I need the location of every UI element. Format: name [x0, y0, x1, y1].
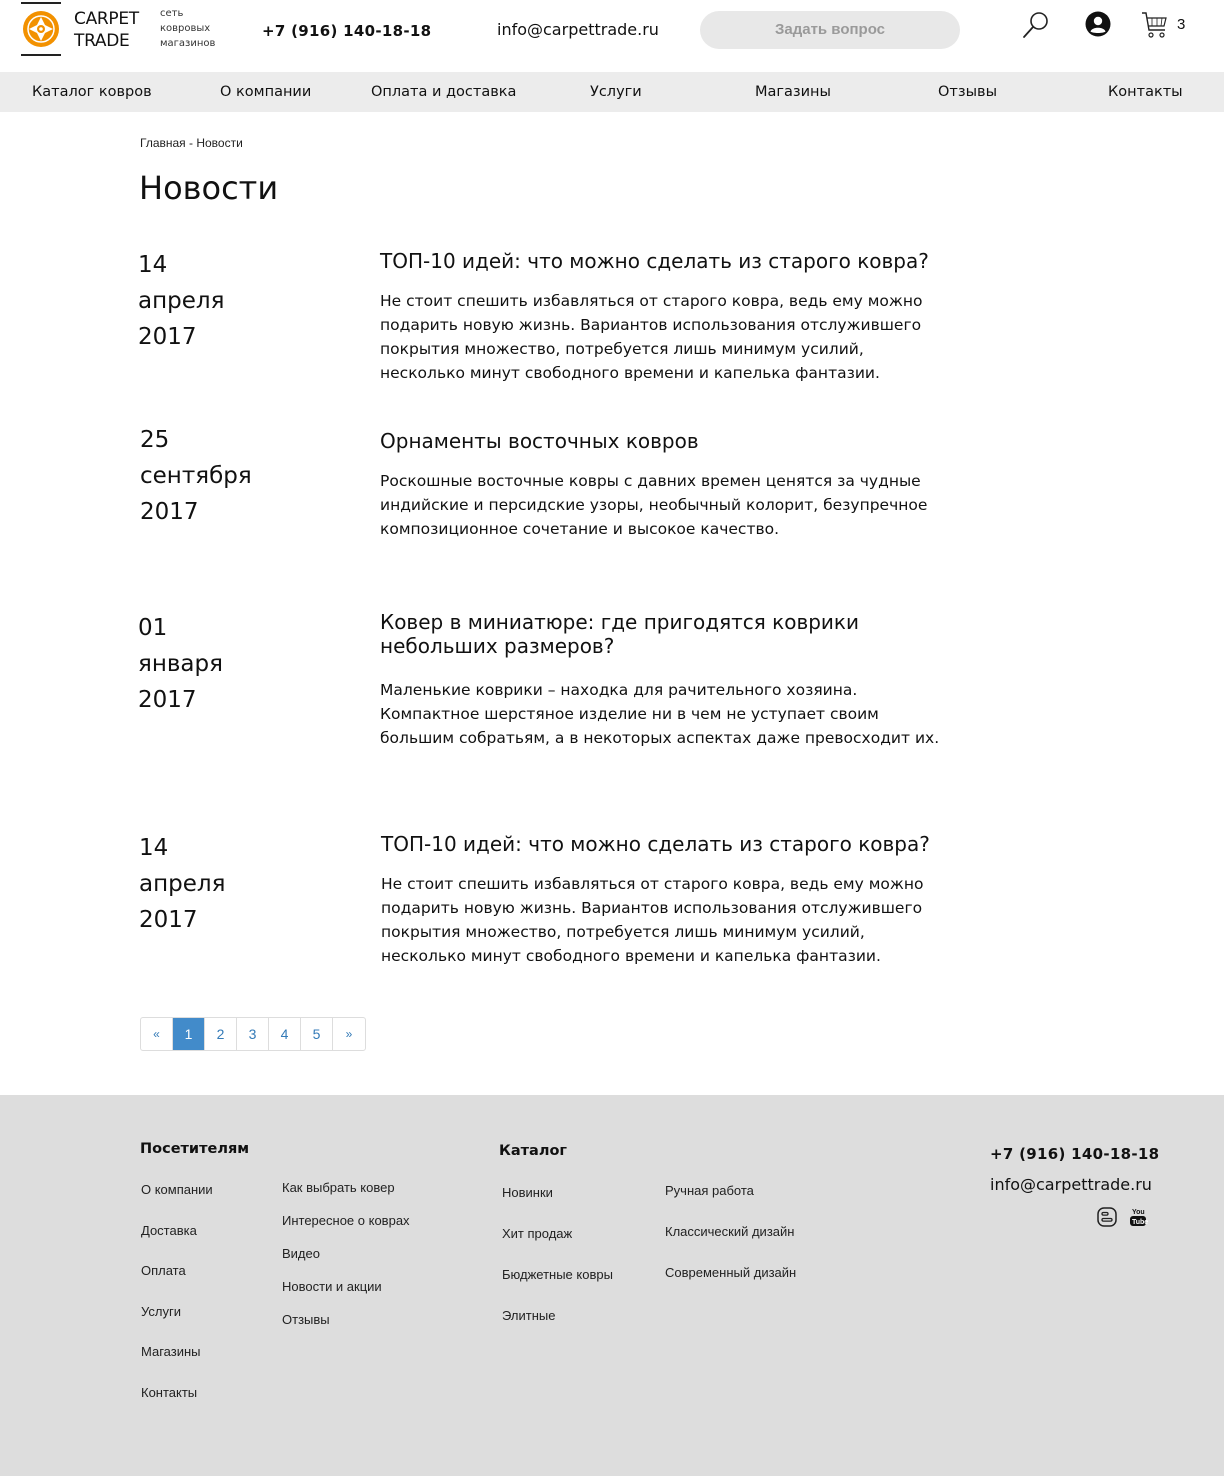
footer-link-budget[interactable]: Бюджетные ковры: [502, 1267, 613, 1282]
news-date: [138, 247, 224, 355]
page-4[interactable]: 4: [269, 1018, 301, 1050]
news-year: 2017: [140, 499, 199, 525]
tagline-line: магазинов: [160, 38, 216, 49]
news-month: сентября: [140, 463, 252, 489]
news-text: Маленькие коврики – находка для рачительного хозяина. Компактное шерстяное изделие ни в чем не уступает своим большим собратьям, а в некоторых аспектах даже превосходит их.: [380, 681, 940, 747]
site-header: [0, 0, 1224, 72]
main-nav: [0, 72, 1224, 112]
news-date: [140, 422, 252, 530]
logo-tagline: [160, 6, 215, 51]
blogger-icon[interactable]: [1096, 1206, 1118, 1228]
news-date: [139, 830, 225, 938]
footer-link-services[interactable]: Услуги: [141, 1304, 181, 1319]
header-email[interactable]: info@carpettrade.ru: [497, 20, 659, 39]
nav-item-catalog[interactable]: Каталог ковров: [32, 84, 152, 100]
footer-link-delivery[interactable]: Доставка: [141, 1223, 197, 1238]
logo-line2: TRADE: [74, 31, 130, 51]
nav-item-reviews[interactable]: Отзывы: [938, 84, 998, 100]
cart-count: 3: [1177, 16, 1186, 33]
news-date: [138, 610, 223, 718]
nav-item-about[interactable]: О компании: [220, 84, 312, 100]
page-prev[interactable]: «: [141, 1018, 173, 1050]
page-1[interactable]: 1: [173, 1018, 205, 1050]
news-text: Не стоит спешить избавляться от старого ковра, ведь ему можно подарить новую жизнь. Вариантов использования отслужившего покрытия множество, потребуется лишь минимум усилий, несколько минут свободного времени и капелька фантазии.: [381, 875, 924, 965]
tagline-line: ковровых: [160, 23, 211, 34]
logo[interactable]: [21, 2, 61, 56]
footer-link-interesting[interactable]: Интересное о коврах: [282, 1213, 410, 1228]
breadcrumb[interactable]: Главная - Новости: [140, 136, 243, 150]
tagline-line: сеть: [160, 8, 184, 19]
pagination: [140, 1017, 366, 1051]
news-text: Роскошные восточные ковры с давних времен ценятся за чудные индийские и персидские узоры, необычный колорит, безупречное композиционное сочетание и высокое качество.: [380, 472, 928, 538]
news-year: 2017: [138, 687, 197, 713]
news-title[interactable]: Орнаменты восточных ковров: [380, 429, 699, 453]
logo-line1: CARPET: [74, 9, 139, 29]
footer-link-classic[interactable]: Классический дизайн: [665, 1224, 795, 1239]
footer-visitors-heading: Посетителям: [140, 1141, 250, 1157]
news-title[interactable]: Ковер в миниатюре: где пригодятся коврики небольших размеров?: [380, 610, 860, 658]
news-title[interactable]: ТОП-10 идей: что можно сделать из старого ковра?: [381, 832, 930, 856]
footer-link-reviews[interactable]: Отзывы: [282, 1312, 330, 1327]
nav-item-services[interactable]: Услуги: [590, 84, 642, 100]
footer-catalog-heading: Каталог: [499, 1143, 567, 1159]
footer-link-contacts[interactable]: Контакты: [141, 1385, 198, 1400]
news-day: 14: [138, 252, 168, 278]
user-icon[interactable]: [1085, 11, 1111, 37]
ask-question-button[interactable]: Задать вопрос: [700, 11, 960, 49]
news-year: 2017: [138, 324, 197, 350]
footer-link-modern[interactable]: Современный дизайн: [665, 1265, 797, 1280]
svg-text:You: You: [1132, 1209, 1145, 1216]
nav-item-payment-delivery[interactable]: Оплата и доставка: [371, 84, 517, 100]
nav-item-stores[interactable]: Магазины: [755, 84, 831, 100]
header-phone[interactable]: +7 (916) 140-18-18: [262, 22, 432, 40]
svg-text:Tube: Tube: [1132, 1219, 1149, 1226]
page-2[interactable]: 2: [205, 1018, 237, 1050]
footer-link-elite[interactable]: Элитные: [502, 1308, 556, 1323]
footer-phone[interactable]: +7 (916) 140-18-18: [990, 1145, 1160, 1163]
footer-link-how-to-choose[interactable]: Как выбрать ковер: [282, 1180, 395, 1195]
footer-link-payment[interactable]: Оплата: [141, 1263, 186, 1278]
carpet-logo-icon: [22, 10, 60, 48]
page-5[interactable]: 5: [301, 1018, 333, 1050]
news-day: 25: [140, 427, 170, 453]
footer-link-about[interactable]: О компании: [141, 1182, 213, 1197]
footer-link-news[interactable]: Новости и акции: [282, 1279, 382, 1294]
news-title[interactable]: ТОП-10 идей: что можно сделать из старого ковра?: [380, 249, 929, 273]
cart-icon[interactable]: [1141, 10, 1169, 40]
news-year: 2017: [139, 907, 198, 933]
nav-item-contacts[interactable]: Контакты: [1108, 84, 1183, 100]
footer-link-new[interactable]: Новинки: [502, 1185, 553, 1200]
footer-email[interactable]: info@carpettrade.ru: [990, 1175, 1152, 1194]
news-month: апреля: [139, 871, 226, 897]
footer-link-bestsellers[interactable]: Хит продаж: [502, 1226, 573, 1241]
youtube-icon[interactable]: [1127, 1206, 1149, 1228]
search-icon[interactable]: [1021, 10, 1051, 40]
footer-link-handmade[interactable]: Ручная работа: [665, 1183, 754, 1198]
page-3[interactable]: 3: [237, 1018, 269, 1050]
news-month: января: [138, 651, 223, 677]
page-title: Новости: [139, 169, 279, 207]
news-month: апреля: [138, 288, 225, 314]
news-day: 14: [139, 835, 169, 861]
footer-link-stores[interactable]: Магазины: [141, 1344, 201, 1359]
page-next[interactable]: »: [345, 1027, 353, 1041]
news-text: Не стоит спешить избавляться от старого ковра, ведь ему можно подарить новую жизнь. Вариантов использования отслужившего покрытия множество, потребуется лишь минимум усилий, несколько минут свободного времени и капелька фантазии.: [380, 292, 923, 382]
news-day: 01: [138, 615, 168, 641]
footer-link-video[interactable]: Видео: [282, 1246, 320, 1261]
logo-name[interactable]: [74, 8, 139, 52]
site-footer: [0, 1095, 1224, 1476]
